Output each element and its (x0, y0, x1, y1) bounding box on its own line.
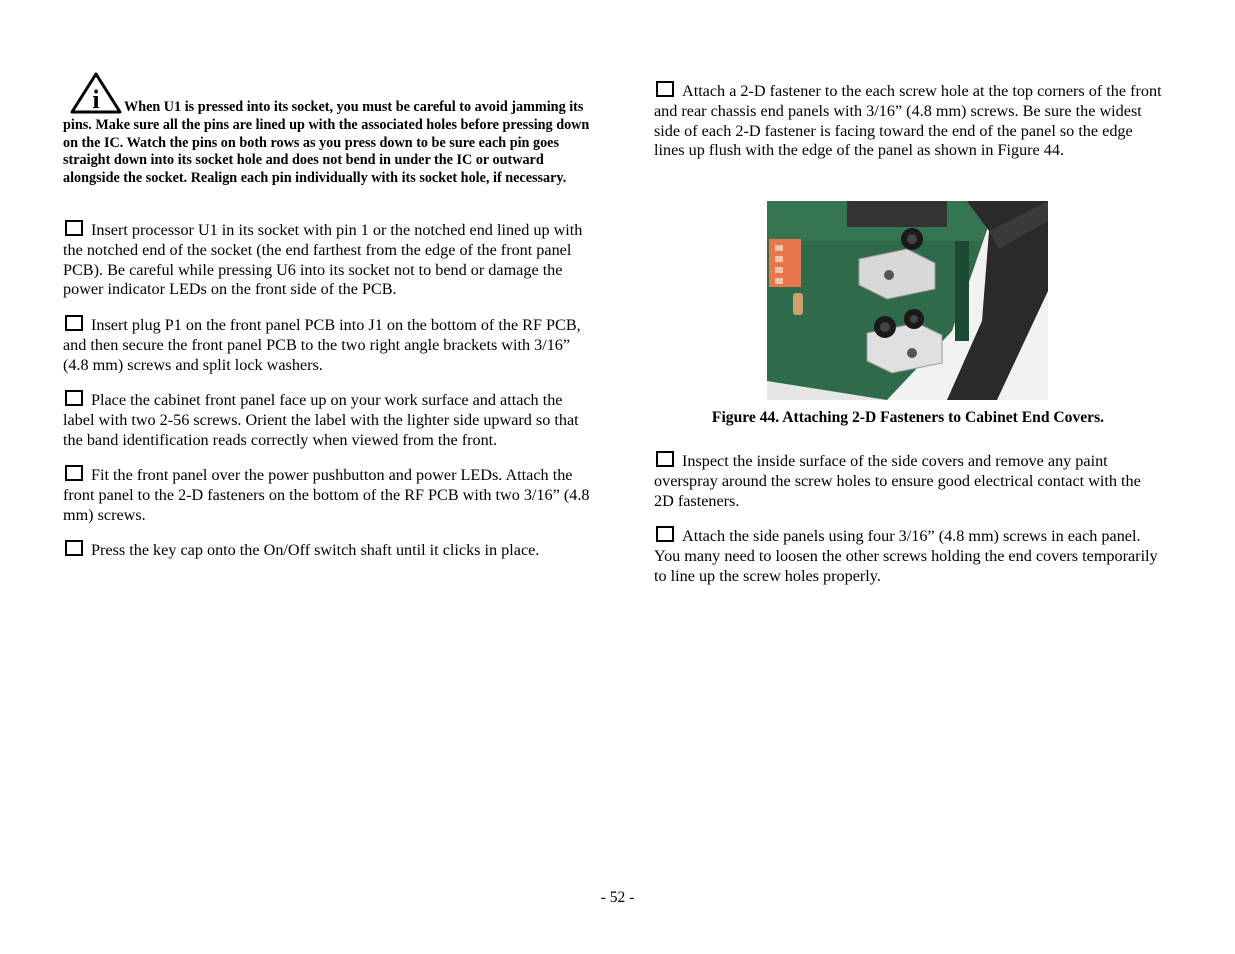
step-item (63, 315, 597, 375)
step-item (63, 220, 597, 300)
step-item (63, 540, 597, 561)
figure-44-photo (767, 201, 1048, 400)
caution-text: When U1 is pressed into its socket, you must be careful to avoid jamming its pins. Make sure all the pins are lined up with the associated holes before pressing down on the IC. Watch the pins on both rows as you press down to be sure each pin goes straight down into its socket hole and does not bend in under the IC or outward alongside the socket. Realign each pin individually with its socket hole, if necessary. (63, 99, 590, 187)
step-item (63, 390, 597, 450)
step-text: Inspect the inside surface of the side covers and remove any paint overspray around the screw holes to ensure good electrical contact with the 2D fasteners. (654, 452, 1141, 510)
step-text: Insert processor U1 in its socket with pin 1 or the notched end lined up with the notched end of the socket (the end farthest from the edge of the front panel PCB). Be careful while pressing U6 into its socket not to bend or damage the power indicator LEDs on the front side of the PCB. (63, 221, 583, 299)
step-text: Press the key cap onto the On/Off switch shaft until it clicks in place. (91, 541, 540, 559)
figure-caption: Figure 44. Attaching 2-D Fasteners to Cabinet End Covers. (711, 409, 1105, 426)
step-text: Attach a 2-D fastener to the each screw hole at the top corners of the front and rear chassis end panels with 3/16” (4.8 mm) screws. Be sure the widest side of each 2-D fastener is facing toward the end of the panel so the edge lines up flush with the edge of the panel as shown in Figure 44. (654, 82, 1162, 160)
step-checkbox[interactable] (65, 220, 83, 236)
caution-note (63, 72, 597, 188)
page-number: - 52 - (600, 889, 635, 906)
step-checkbox[interactable] (656, 526, 674, 542)
step-item (654, 526, 1162, 586)
step-text: Fit the front panel over the power pushbutton and power LEDs. Attach the front panel to the 2-D fasteners on the bottom of the RF PCB with two 3/16” (4.8 mm) screws. (63, 466, 590, 524)
step-item (654, 451, 1162, 511)
step-text: Place the cabinet front panel face up on your work surface and attach the label with two 2-56 screws. Orient the label with the lighter side upward so that the band identification reads correctly when viewed from the front. (63, 391, 579, 449)
step-text: Insert plug P1 on the front panel PCB into J1 on the bottom of the RF PCB, and then secure the front panel PCB to the two right angle brackets with 3/16” (4.8 mm) screws and split lock washers. (63, 316, 581, 374)
step-checkbox[interactable] (65, 315, 83, 331)
step-item (654, 81, 1162, 161)
step-checkbox[interactable] (656, 451, 674, 467)
step-checkbox[interactable] (65, 465, 83, 481)
step-checkbox[interactable] (65, 540, 83, 556)
svg-text:i: i (92, 85, 100, 114)
step-item (63, 465, 597, 525)
step-checkbox[interactable] (656, 81, 674, 97)
caution-info-icon (70, 72, 122, 114)
step-text: Attach the side panels using four 3/16” (4.8 mm) screws in each panel. You many need to loosen the other screws holding the end covers temporarily to line up the screw holes properly. (654, 527, 1158, 585)
step-checkbox[interactable] (65, 390, 83, 406)
